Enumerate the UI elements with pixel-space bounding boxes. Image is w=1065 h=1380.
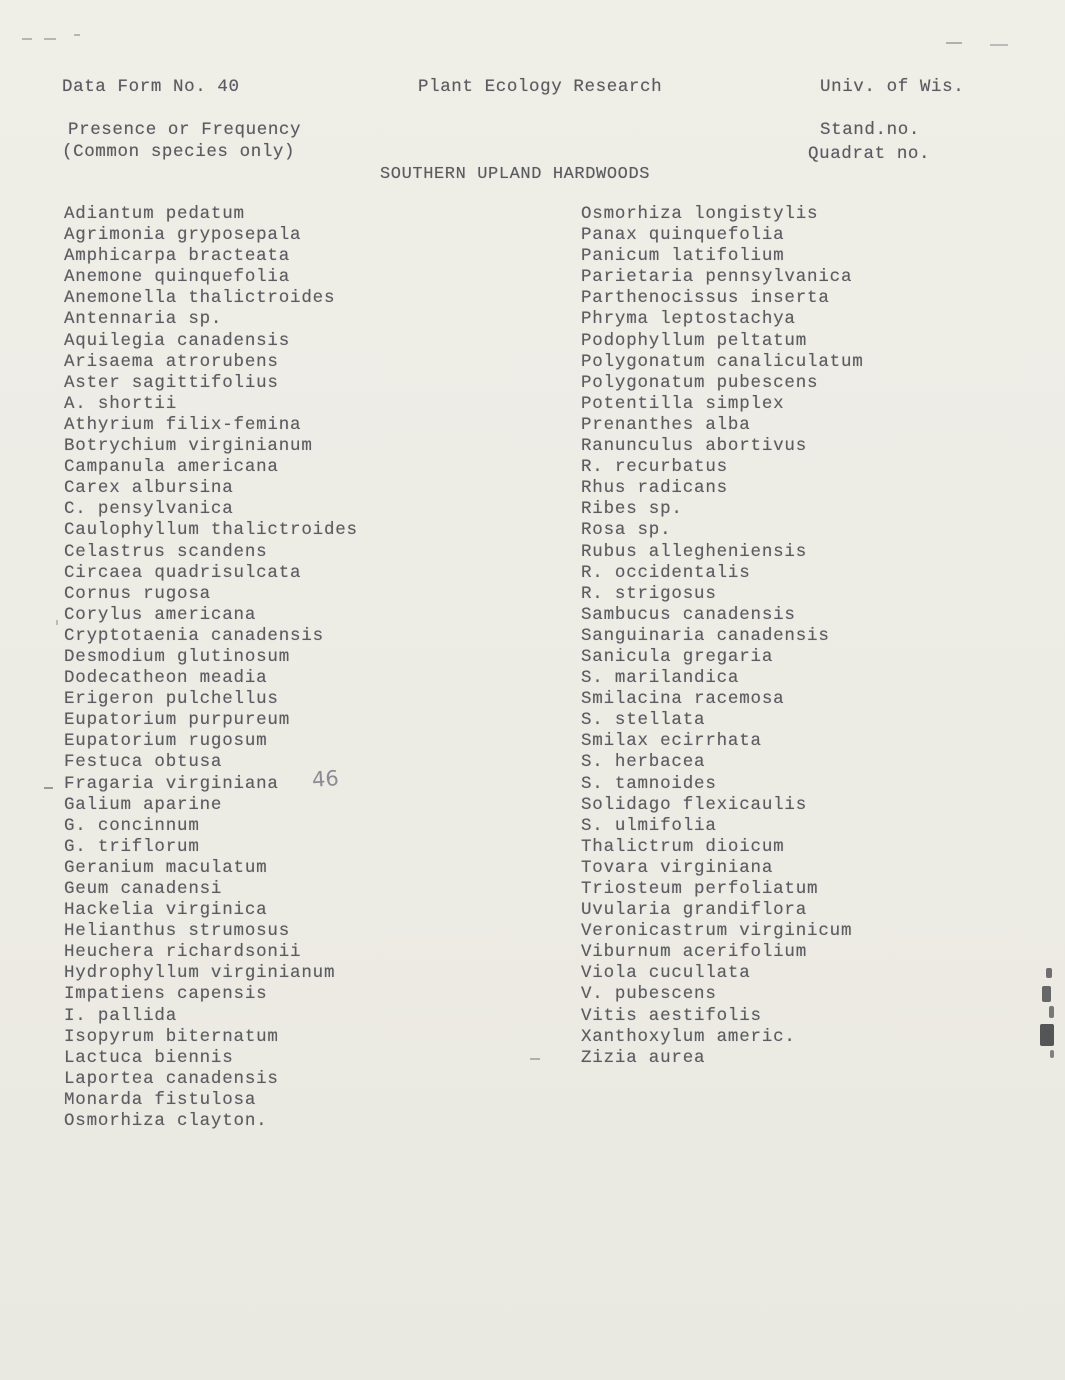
species-left-32: Geranium maculatum xyxy=(64,857,268,878)
species-left-5: Anemonella thalictroides xyxy=(64,288,336,309)
species-right-5: Parthenocissus inserta xyxy=(581,288,830,309)
species-right-39: Vitis aestifolis xyxy=(581,1005,762,1026)
species-right-15: Ribes sp. xyxy=(581,499,683,520)
species-left-30: G. concinnum xyxy=(64,815,200,836)
species-right-38: V. pubescens xyxy=(581,984,717,1005)
top-left-mark xyxy=(22,38,32,40)
species-left-37: Hydrophyllum virginianum xyxy=(64,963,336,984)
paper-blemish xyxy=(1046,968,1052,978)
species-right-36: Viburnum acerifolium xyxy=(581,942,808,963)
species-right-32: Tovara virginiana xyxy=(581,857,774,878)
species-right-22: Sanicula gregaria xyxy=(581,646,774,667)
species-left-22: Desmodium glutinosum xyxy=(64,646,291,667)
quadrat-number-field: Quadrat no. xyxy=(808,144,931,164)
species-left-33: Geum canadensi xyxy=(64,879,223,899)
margin-tick-zizia xyxy=(530,1058,540,1060)
species-list-left xyxy=(64,204,358,1132)
species-left-40: Isopyrum biternatum xyxy=(64,1026,279,1047)
species-left-15: C. pensylvanica xyxy=(64,499,234,520)
species-right-33: Triosteum perfoliatum xyxy=(581,879,819,899)
species-left-27: Festuca obtusa xyxy=(64,752,223,773)
species-left-35: Helianthus strumosus xyxy=(64,921,291,942)
paper-blemish-3 xyxy=(1049,1006,1054,1018)
common-species-label: (Common species only) xyxy=(62,142,296,162)
species-left-28: Fragaria virginiana xyxy=(64,773,279,794)
species-right-6: Phryma leptostachya xyxy=(581,309,796,330)
species-right-4: Parietaria pennsylvanica xyxy=(581,267,853,288)
community-title: SOUTHERN UPLAND HARDWOODS xyxy=(380,165,651,184)
species-left-19: Cornus rugosa xyxy=(64,583,211,604)
species-left-2: Agrimonia gryposepala xyxy=(64,225,302,246)
top-right-mark-2 xyxy=(990,44,1008,46)
species-right-30: S. ulmifolia xyxy=(581,815,717,836)
species-left-14: Carex albursina xyxy=(64,478,234,499)
species-left-4: Anemone quinquefolia xyxy=(64,267,291,288)
species-left-20: Corylus americana xyxy=(64,604,257,625)
species-right-8: Polygonatum canaliculatum xyxy=(581,351,864,372)
handwritten-annotation: 46 xyxy=(311,766,340,792)
species-right-21: Sanguinaria canadensis xyxy=(581,625,830,646)
species-left-6: Antennaria sp. xyxy=(64,309,223,330)
species-right-23: S. marilandica xyxy=(581,668,740,689)
species-right-29: Solidago flexicaulis xyxy=(581,794,808,815)
species-left-41: Lactuca biennis xyxy=(64,1047,234,1068)
species-left-17: Celastrus scandens xyxy=(64,541,268,562)
top-left-mark-3 xyxy=(74,34,80,36)
species-right-40: Xanthoxylum americ. xyxy=(581,1026,796,1047)
paper-blemish-2 xyxy=(1042,986,1051,1002)
margin-tick-fragaria xyxy=(44,787,53,789)
species-right-14: Rhus radicans xyxy=(581,478,728,499)
species-left-11: Athyrium filix-femina xyxy=(64,414,302,435)
species-right-11: Prenanthes alba xyxy=(581,414,751,435)
species-right-7: Podophyllum peltatum xyxy=(581,330,808,351)
species-right-9: Polygonatum pubescens xyxy=(581,372,819,393)
species-right-2: Panax quinquefolia xyxy=(581,225,785,246)
species-left-8: Arisaema atrorubens xyxy=(64,351,279,372)
species-right-34: Uvularia grandiflora xyxy=(581,900,808,921)
species-right-27: S. herbacea xyxy=(581,752,706,773)
species-left-13: Campanula americana xyxy=(64,457,279,478)
species-right-18: R. occidentalis xyxy=(581,562,751,583)
species-right-31: Thalictrum dioicum xyxy=(581,836,785,857)
species-right-3: Panicum latifolium xyxy=(581,246,785,267)
species-left-43: Monarda fistulosa xyxy=(64,1089,257,1110)
species-left-23: Dodecatheon meadia xyxy=(64,668,268,689)
species-right-20: Sambucus canadensis xyxy=(581,604,796,625)
top-right-mark xyxy=(946,42,962,44)
species-left-3: Amphicarpa bracteata xyxy=(64,246,291,267)
species-right-35: Veronicastrum virginicum xyxy=(581,921,853,942)
species-left-26: Eupatorium rugosum xyxy=(64,731,268,752)
species-right-10: Potentilla simplex xyxy=(581,393,785,414)
margin-tick-corylus xyxy=(56,620,58,625)
species-left-31: G. triflorum xyxy=(64,836,200,857)
species-left-10: A. shortii xyxy=(64,393,178,414)
species-right-13: R. recurbatus xyxy=(581,457,728,478)
species-left-7: Aquilegia canadensis xyxy=(64,330,291,351)
top-left-mark-2 xyxy=(44,38,56,40)
species-left-16: Caulophyllum thalictroides xyxy=(64,520,358,541)
species-right-37: Viola cucullata xyxy=(581,963,751,984)
species-right-19: R. strigosus xyxy=(581,583,717,604)
species-left-21: Cryptotaenia canadensis xyxy=(64,625,324,646)
species-left-9: Aster sagittifolius xyxy=(64,372,279,393)
species-left-24: Erigeron pulchellus xyxy=(64,689,279,710)
species-left-36: Heuchera richardsonii xyxy=(64,942,302,963)
species-left-39: I. pallida xyxy=(64,1005,178,1026)
species-right-16: Rosa sp. xyxy=(581,520,672,541)
species-left-42: Laportea canadensis xyxy=(64,1068,279,1089)
species-right-41: Zizia aurea xyxy=(581,1047,706,1068)
species-left-44: Osmorhiza clayton. xyxy=(64,1111,268,1132)
header-center-title: Plant Ecology Research xyxy=(418,77,663,97)
form-number: Data Form No. 40 xyxy=(62,77,240,97)
presence-frequency-label: Presence or Frequency xyxy=(68,120,302,140)
species-left-18: Circaea quadrisulcata xyxy=(64,562,302,583)
species-left-38: Impatiens capensis xyxy=(64,984,268,1005)
species-right-28: S. tamnoides xyxy=(581,773,717,794)
paper-blemish-4 xyxy=(1040,1024,1054,1046)
species-right-24: Smilacina racemosa xyxy=(581,689,785,710)
university-label: Univ. of Wis. xyxy=(820,77,965,97)
species-left-1: Adiantum pedatum xyxy=(64,204,245,224)
species-right-12: Ranunculus abortivus xyxy=(581,436,808,457)
species-left-12: Botrychium virginianum xyxy=(64,436,313,457)
species-left-25: Eupatorium purpureum xyxy=(64,710,291,731)
species-list-right xyxy=(581,204,864,1069)
species-left-34: Hackelia virginica xyxy=(64,900,268,921)
species-right-17: Rubus allegheniensis xyxy=(581,541,808,562)
species-left-29: Galium aparine xyxy=(64,794,223,815)
stand-number-field: Stand.no. xyxy=(820,120,920,140)
species-right-25: S. stellata xyxy=(581,710,706,731)
species-right-26: Smilax ecirrhata xyxy=(581,731,762,752)
species-right-1: Osmorhiza longistylis xyxy=(581,204,819,224)
paper-blemish-5 xyxy=(1050,1050,1054,1058)
